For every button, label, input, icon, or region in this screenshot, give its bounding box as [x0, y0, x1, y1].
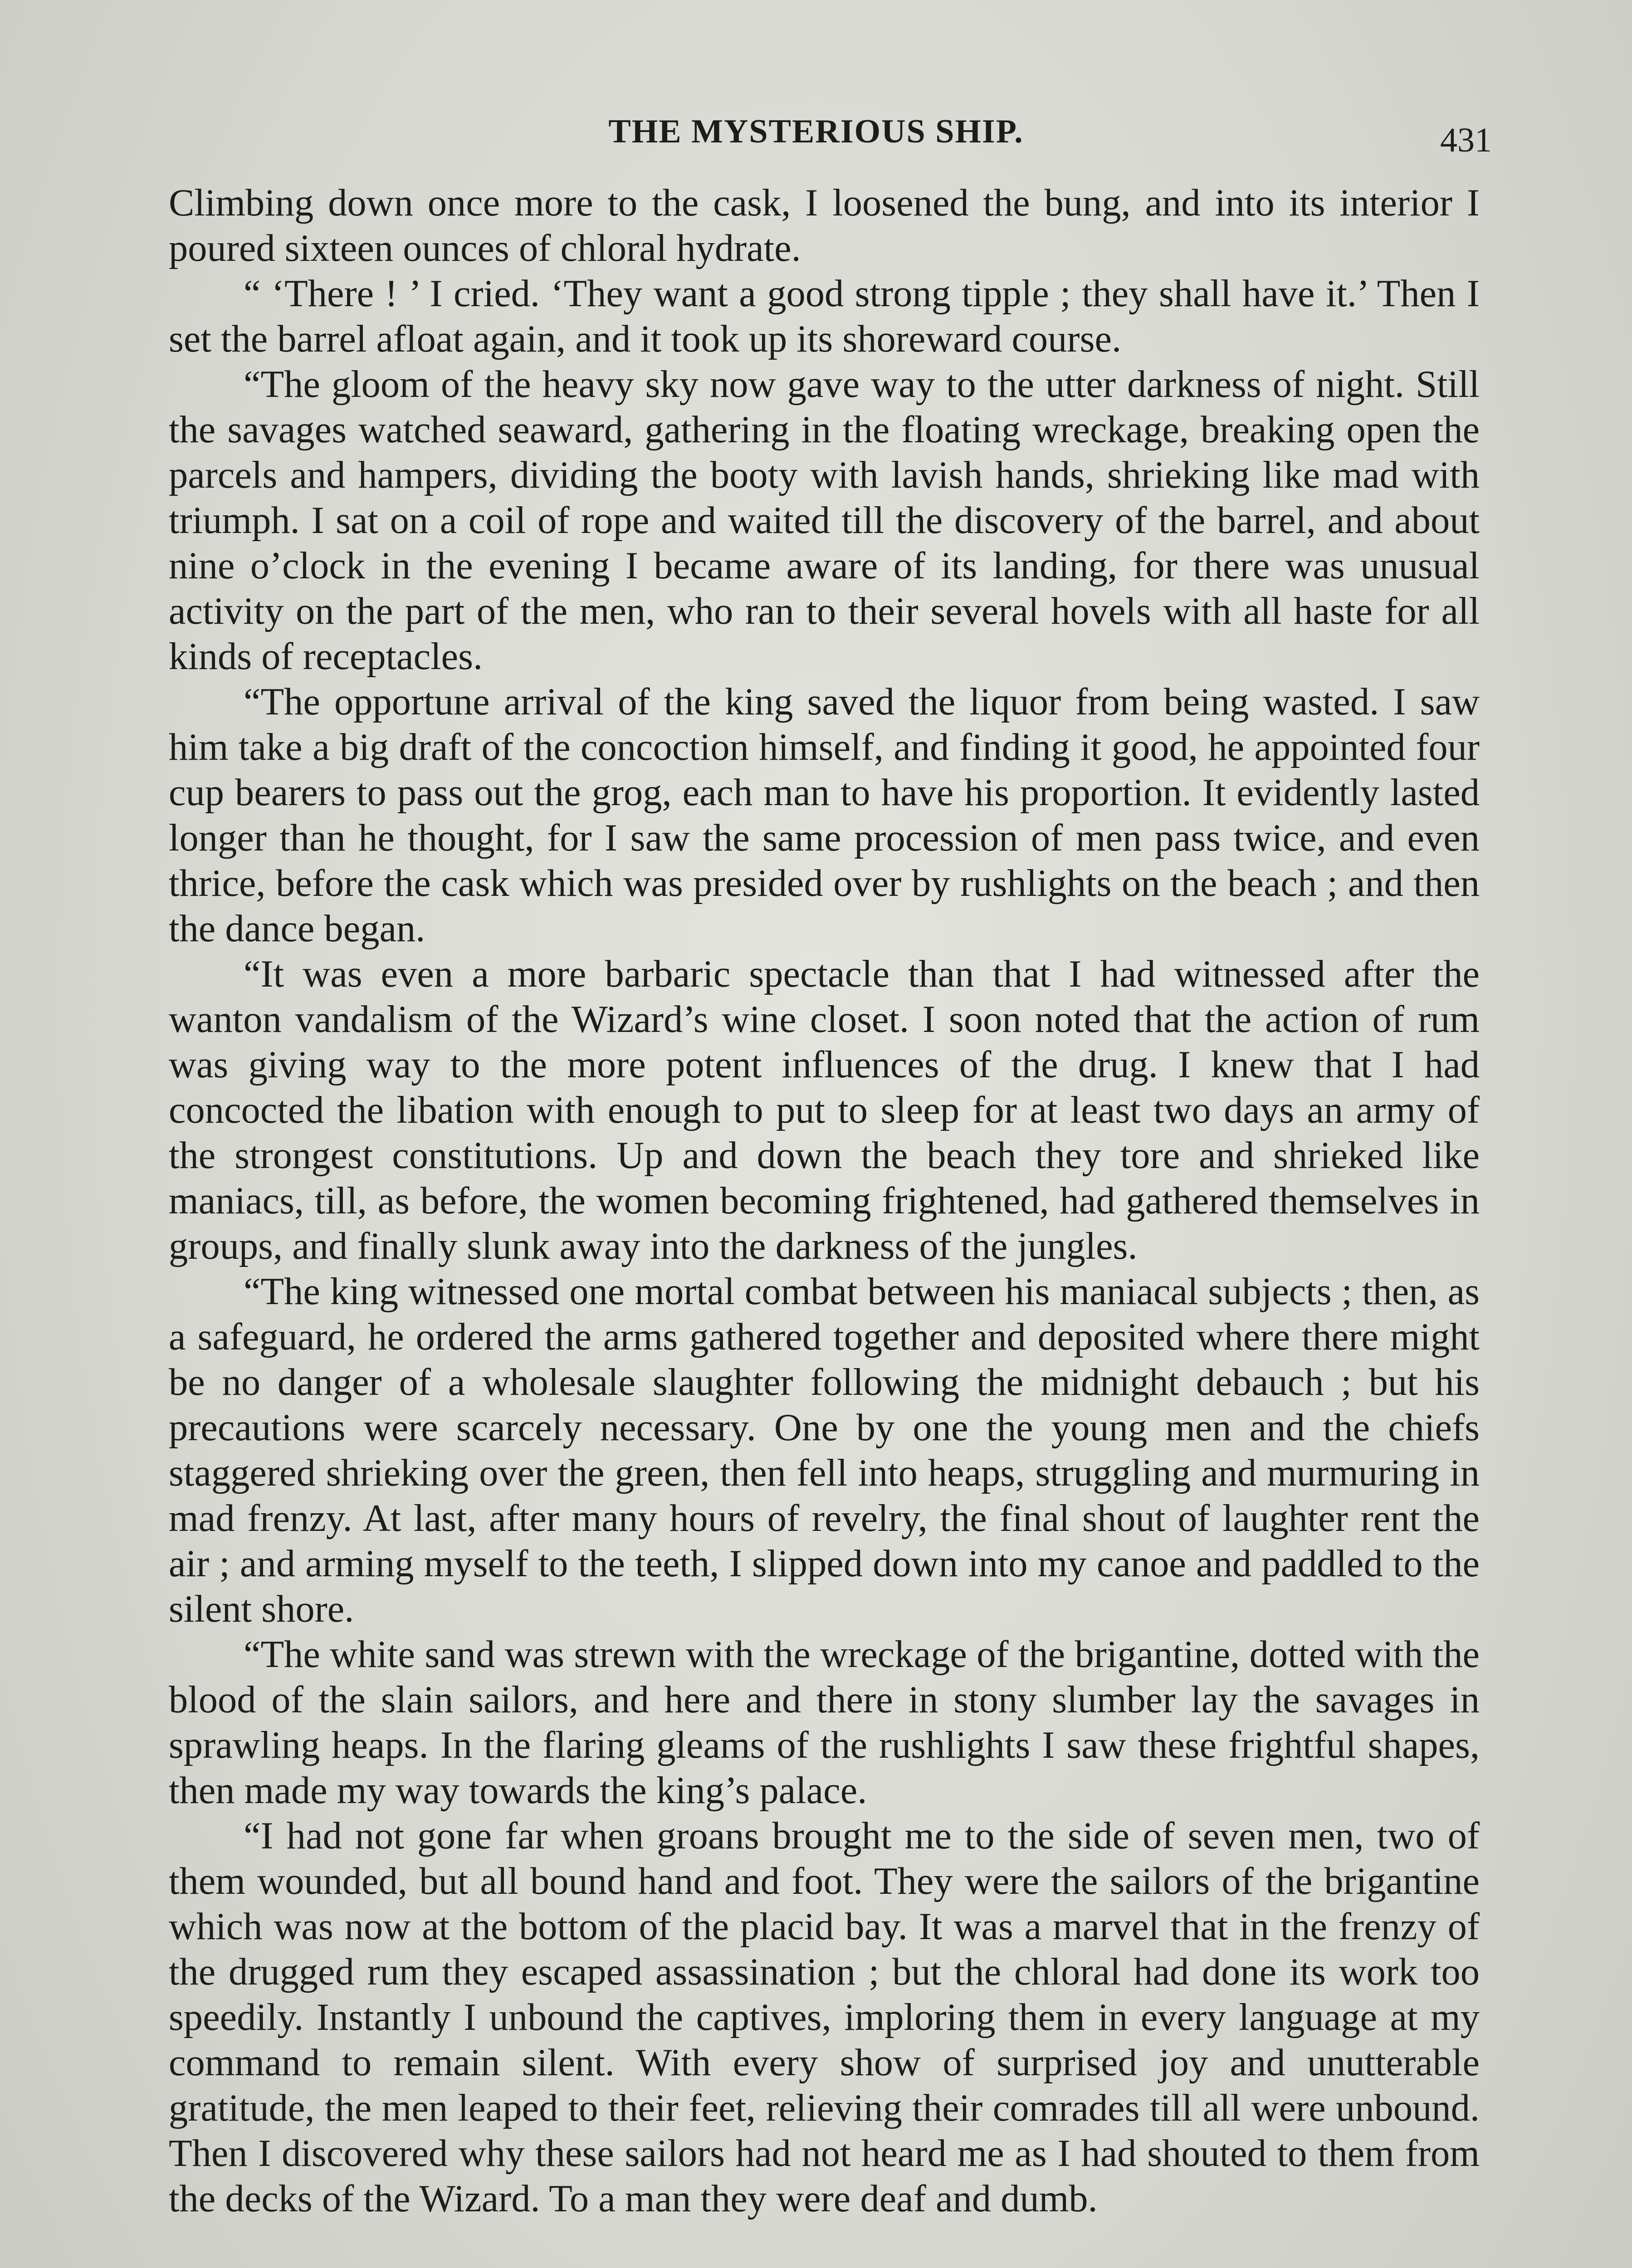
paragraph: “The white sand was strewn with the wreckage of the brigantine, dotted with the blood of the slain sailors, and here and there in stony slumber lay the savages in sprawling heaps. In the flaring gleams of the rushlights I saw these frightful shapes, then made my way towards the king’s palace.: [169, 1633, 1480, 1812]
paragraph: “ ‘There ! ’ I cried. ‘They want a good strong tipple ; they shall have it.’ Then I set the barrel afloat again, and it took up its shoreward course.: [169, 273, 1480, 360]
paragraph: “The opportune arrival of the king saved the liquor from being wasted. I saw him take a big draft of the concoction himself, and finding it good, he appointed four cup bearers to pass out the grog, each man to have his proportion. It evidently lasted longer than he thought, for I saw the same procession of men pass twice, and even thrice, before the cask which was presided over by rushlights on the beach ; and then the dance began.: [169, 681, 1480, 950]
paragraph: “The gloom of the heavy sky now gave way to the utter darkness of night. Still the savages watched seaward, gathering in the floating wreckage, breaking open the parcels and hampers, dividing the booty with lavish hands, shrieking like mad with triumph. I sat on a coil of rope and waited till the discovery of the barrel, and about nine o’clock in the evening I became aware of its landing, for there was unusual activity on the part of the men, who ran to their several hovels with all haste for all kinds of receptacles.: [169, 363, 1480, 678]
body-text: [169, 181, 1480, 2222]
paragraph: “I had not gone far when groans brought me to the side of seven men, two of them wounded, but all bound hand and foot. They were the sailors of the brigantine which was now at the bottom of the placid bay. It was a marvel that in the frenzy of the drugged rum they escaped assassination ; but the chloral had done its work too speedily. Instantly I unbound the captives, imploring them in every language at my command to remain silent. With every show of surprised joy and unutterable gratitude, the men leaped to their feet, relieving their comrades till all were unbound. Then I discovered why these sailors had not heard me as I had shouted to them from the decks of the Wizard. To a man they were deaf and dumb.: [169, 1815, 1480, 2220]
page-header: [0, 112, 1632, 162]
page-number: 431: [1440, 121, 1492, 159]
running-title: THE MYSTERIOUS SHIP.: [608, 113, 1024, 150]
paragraph: “It was even a more barbaric spectacle than that I had witnessed after the wanton vandalism of the Wizard’s wine closet. I soon noted that the action of rum was giving way to the more potent influences of the drug. I knew that I had concocted the libation with enough to put to sleep for at least two days an army of the strongest constitutions. Up and down the beach they tore and shrieked like maniacs, till, as before, the women becoming frightened, had gathered themselves in groups, and finally slunk away into the darkness of the jungles.: [169, 953, 1480, 1267]
paragraph: Climbing down once more to the cask, I loosened the bung, and into its interior I poured sixteen ounces of chloral hydrate.: [169, 182, 1480, 269]
paragraph: “The king witnessed one mortal combat between his maniacal subjects ; then, as a safeguard, he ordered the arms gathered together and deposited where there might be no danger of a wholesale slaughter following the midnight debauch ; but his precautions were scarcely necessary. One by one the young men and the chiefs staggered shrieking over the green, then fell into heaps, struggling and murmuring in mad frenzy. At last, after many hours of revelry, the final shout of laughter rent the air ; and arming myself to the teeth, I slipped down into my canoe and paddled to the silent shore.: [169, 1271, 1480, 1630]
